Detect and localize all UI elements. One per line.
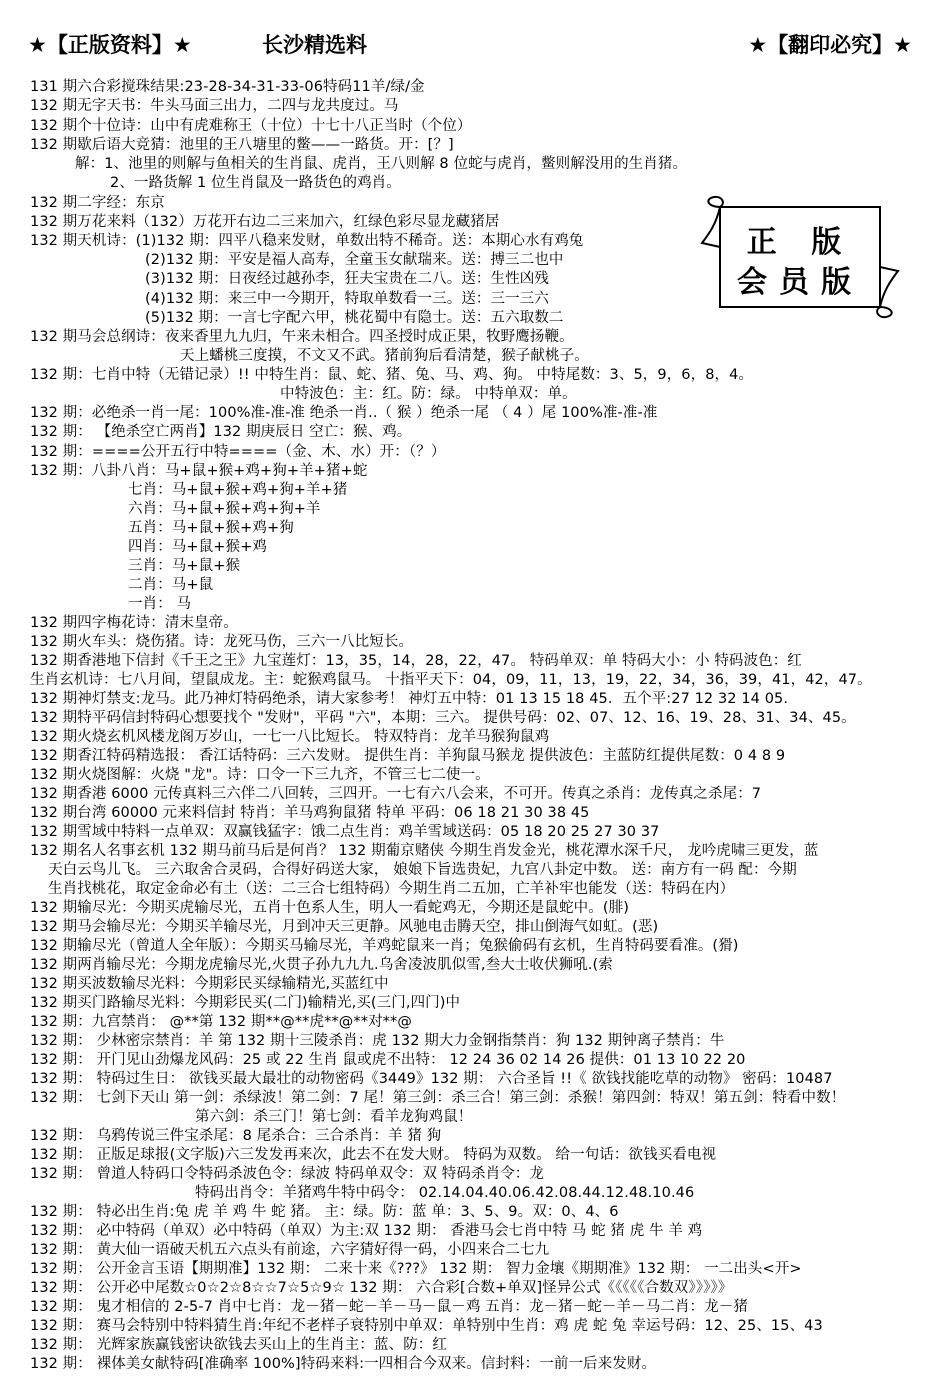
content-line: 132 期： 光辉家族赢钱密诀欲钱去买山上的生肖主：蓝、防：红 bbox=[30, 1337, 447, 1353]
content-line: 132 期： 乌鸦传说三件宝杀尾：8 尾杀合：三合杀肖：羊 猪 狗 bbox=[30, 1128, 442, 1144]
content-line: 132 期： 七剑下天山 第一剑：杀绿波！第二剑：7 尾！第三剑：杀三合！第三剑：杀猴！第四剑：特双！第五剑：特看中数！ bbox=[30, 1090, 846, 1106]
content-line: (3)132 期：日夜经过越孙李，狂夫宝贵在二八。送：生性凶残 bbox=[145, 271, 549, 287]
page-title: 长沙精选料 bbox=[262, 33, 367, 57]
content-line: 132 期马会输尽光：今期买羊输尽光，月到冲天三更静。风驰电击腾天空，排山倒海气如虹。(恶) bbox=[30, 919, 659, 935]
content-line: 132 期：====公开五行中特====（金、木、水）开：（？） bbox=[30, 444, 446, 460]
content-line: 132 期： 公开金言玉语【期期准】132 期： 二来十来《???》 132 期： 智力金壤《期期准》132 期： 一二出头<开> bbox=[30, 1261, 802, 1277]
content-line: 七肖：马+鼠+猴+鸡+狗+羊+猪 bbox=[128, 482, 348, 498]
content-line: 132 期个十位诗：山中有虎难称王（十位）十七十八正当时（个位） bbox=[30, 118, 472, 134]
content-line: 132 期： 曾道人特码口令特码杀波色令：绿波 特码单双令：双 特码杀肖令：龙 bbox=[30, 1166, 545, 1182]
content-line: 132 期神灯禁支:龙马。此乃神灯特码绝杀，请大家参考！ 神灯五中特：01 13 15 18 45．五个平:27 12 32 14 05. bbox=[30, 691, 789, 707]
header-left: ★【正版资料】★ bbox=[28, 33, 192, 57]
header-right: ★【翻印必究】★ bbox=[748, 33, 912, 57]
content-line: 132 期买波数输尽光料：今期彩民买绿输精光,买蓝红中 bbox=[30, 976, 389, 992]
content-line: 131 期六合彩搅珠结果:23-28-34-31-33-06特码11羊/绿/金 bbox=[30, 79, 425, 95]
content-line: 132 期： 特码过生日： 欲钱买最大最壮的动物密码《3449》132 期： 六合圣旨 !!《 欲钱找能吃草的动物》 密码：10487 bbox=[30, 1071, 833, 1087]
content-line: 三肖：马+鼠+猴 bbox=[128, 558, 241, 574]
content-line: 二肖：马+鼠 bbox=[128, 577, 214, 593]
content-line: 132 期： 必中特码（单双）必中特码（单双）为主:双 132 期： 香港马会七肖中特 马 蛇 猪 虎 牛 羊 鸡 bbox=[30, 1223, 703, 1239]
content-line: 2、一路货解 1 位生肖鼠及一路货色的鸡肖。 bbox=[110, 175, 401, 191]
content-line: 特码出肖令：羊猪鸡牛特中码令： 02.14.04.40.06.42.08.44.12.48.10.46 bbox=[195, 1185, 695, 1201]
content-line: 天白云鸟儿飞。 三六取舍合灵码，合得好码送大家， 娘娘下旨选贵妃，九宫八卦定中数。 送：南方有一码 配：今期 bbox=[48, 862, 797, 878]
content-line: 132 期： 公开必中尾数☆0☆2☆8☆☆7☆5☆9☆ 132 期： 六合彩[合数+单双]怪异公式《《《《《合数双》》》》》 bbox=[30, 1280, 733, 1296]
content-line: 132 期两肖输尽光：今期龙虎输尽光,火贯子孙九九九.乌舍凌波肌似雪,叁大士收伏狮吼.(索 bbox=[30, 957, 613, 973]
content-line: 132 期雪域中特料一点单双：双赢钱猛字：饿二点生肖：鸡羊雪域送码：05 18 20 25 27 30 37 bbox=[30, 824, 660, 840]
content-line: 132 期歇后语大竞猜：池里的王八塘里的鳖——一路货。开：[？] bbox=[30, 137, 454, 153]
content-line: 天上蟠桃三度摸，不文又不武。猪前狗后看清楚，猴子献桃子。 bbox=[180, 348, 589, 364]
content-line: 132 期马会总纲诗：夜来香里九九归，午来未相合。四圣授时成正果，牧野鹰扬鞭。 bbox=[30, 329, 574, 345]
content-line: 132 期香港地下信封《千王之王》九宝莲灯：13，35，14，28，22，47。 特码单双：单 特码大小：小 特码波色：红 bbox=[30, 653, 802, 669]
content-line: 132 期： 正版足球报(文字版)六三发发再来次，此去不在发大财。 特码为双数。 给一句话：欲钱买看电视 bbox=[30, 1147, 717, 1163]
content-line: 132 期输尽光（曾道人全年版）：今期买马输尽光，羊鸡蛇鼠来一肖；兔猴偷码有玄机，生肖特码要看准。(猾) bbox=[30, 938, 739, 954]
content-line: 132 期火烧玄机风楼龙阁万岁山，一七一八比短长。 特双特肖：龙羊马猴狗鼠鸡 bbox=[30, 729, 550, 745]
content-line: (5)132 期：一言七字配六甲，桃花蜀中有隐士。送：五六取数二 bbox=[145, 310, 564, 326]
member-badge bbox=[700, 195, 900, 320]
content-line: 132 期火烧图解：火烧 "龙"。诗：口令一下三九齐，不管三七二使一。 bbox=[30, 767, 490, 783]
badge-line-2: 会员版 bbox=[737, 265, 863, 300]
content-line: 132 期： 鬼才相信的 2-5-7 肖中七肖：龙－猪－蛇－羊－马－鼠－鸡 五肖：龙－猪－蛇－羊－马二肖：龙－猪 bbox=[30, 1299, 748, 1315]
content-line: 四肖：马+鼠+猴+鸡 bbox=[128, 539, 267, 555]
content-line: 132 期： 【绝杀空亡两肖】132 期庚辰日 空亡：猴、鸡。 bbox=[30, 424, 412, 440]
content-line: 132 期无字天书：牛头马面三出力，二四与龙共度过。马 bbox=[30, 98, 399, 114]
content-line: 132 期香港 6000 元传真料三六伴二八回转，三四开。一七有六八会来，不可开。传真之杀肖：龙传真之杀尾：7 bbox=[30, 786, 762, 802]
content-line: 132 期名人名事玄机 132 期马前马后是何肖？ 132 期葡京赌侠 今期生肖发金光，桃花潭水深千尺， 龙吟虎啸三更发，蓝 bbox=[30, 843, 819, 859]
content-line: 第六剑：杀三门！第七剑：看羊龙狗鸡鼠！ bbox=[195, 1109, 473, 1125]
content-line: (4)132 期：来三中一今期开，特取单数看一三。送：三一三六 bbox=[145, 291, 549, 307]
content-line: 一肖： 马 bbox=[128, 596, 192, 612]
content-line: 132 期天机诗：(1)132 期：四平八稳来发财，单数出特不稀奇。送：本期心水有鸡兔 bbox=[30, 233, 584, 249]
content-line: 解：1、池里的则解与鱼相关的生肖鼠、虎肖，王八则解 8 位蛇与虎肖，鳖则解没用的生肖猪。 bbox=[75, 156, 688, 172]
content-line: 132 期：必绝杀一肖一尾：100%准-准-准 绝杀一肖..（ 猴 ）绝杀一尾 （ 4 ）尾 100%准-准-准 bbox=[30, 405, 658, 421]
content-line: 132 期： 少林密宗禁肖：羊 第 132 期十三陵杀肖：虎 132 期大力金钢指禁肖：狗 132 期钟离子禁肖：牛 bbox=[30, 1033, 725, 1049]
content-line: 132 期： 特必出生肖:兔 虎 羊 鸡 牛 蛇 猪。 主：绿。防：蓝 单：3、5、9。双：0、4、6 bbox=[30, 1204, 619, 1220]
badge-line-1: 正 版 bbox=[746, 225, 854, 260]
content-line: 生肖找桃花，取定金命必有土（送：二三合七组特码）今期生肖二五加，亡羊补牢也能发（送：特码在内） bbox=[48, 881, 735, 897]
content-line: 132 期买门路输尽光料：今期彩民买(二门)输精光,买(三门,四门)中 bbox=[30, 995, 461, 1011]
content-line: 132 期：八卦八肖：马+鼠+猴+鸡+狗+羊+猪+蛇 bbox=[30, 463, 368, 479]
content-line: 132 期火车头：烧伤猪。诗：龙死马伤，三六一八比短长。 bbox=[30, 634, 414, 650]
content-line: 132 期：七肖中特（无错记录）!! 中特生肖：鼠、蛇、猪、兔、马、鸡、狗。 中特尾数：3、5，9，6，8，4。 bbox=[30, 367, 754, 383]
content-line: 132 期： 赛马会特别中特料猜生肖:年纪不老样子衰特别中单双：单特别中生肖：鸡 虎 蛇 兔 幸运号码：12、25、15、43 bbox=[30, 1318, 823, 1334]
content-line: 生肖玄机诗：七八月间，望鼠成龙。主：蛇猴鸡鼠马。 十指平天下：04，09，11，13，19，22，34，36，39，41，42，47。 bbox=[30, 672, 872, 688]
content-line: 五肖：马+鼠+猴+鸡+狗 bbox=[128, 520, 294, 536]
content-line: (2)132 期：平安是福人高寿，全童玉女献瑞来。送：搏三二也中 bbox=[145, 252, 564, 268]
content-line: 132 期： 黄大仙一语破天机五六点头有前途，六字猜好得一码，小四来合二七九 bbox=[30, 1242, 550, 1258]
content-line: 132 期输尽光：今期买虎输尽光，五肖十色系人生，明人一看蛇鸡无，今期还是鼠蛇中。(腓) bbox=[30, 900, 629, 916]
content-line: 中特波色：主：红。防：绿。 中特单双：单。 bbox=[280, 386, 577, 402]
content-line: 132 期万花来料（132）万花开右边二三来加六，红绿色彩尽显龙藏猪居 bbox=[30, 214, 500, 230]
content-line: 132 期： 开门见山劲爆龙风码：25 或 22 生肖 鼠或虎不出特： 12 24 36 02 14 26 提供：01 13 10 22 20 bbox=[30, 1052, 746, 1068]
content-line: 六肖：马+鼠+猴+鸡+狗+羊 bbox=[128, 501, 321, 517]
content-line: 132 期： 裸体美女献特码[准确率 100%]特码来料:一四相合今双来。信封料：一前一后来发财。 bbox=[30, 1356, 657, 1372]
content-line: 132 期四字梅花诗：清末皇帝。 bbox=[30, 615, 238, 631]
content-line: 132 期台湾 60000 元来料信封 特肖：羊马鸡狗鼠猪 特单 平码：06 18 21 30 38 45 bbox=[30, 805, 590, 821]
content-line: 132 期：九宫禁肖： @**第 132 期**@**虎**@**对**@ bbox=[30, 1014, 412, 1030]
content-line: 132 期香江特码精选报： 香江话特码：三六发财。 提供生肖：羊狗鼠马猴龙 提供波色：主蓝防红提供尾数：0 4 8 9 bbox=[30, 748, 786, 764]
content-line: 132 期特平码信封特码心想要找个 "发财"，平码 "六"，本期：三六。 提供号码：02、07、12、16、19、28、31、34、45。 bbox=[30, 710, 856, 726]
content-line: 132 期二字经：东京 bbox=[30, 195, 165, 211]
